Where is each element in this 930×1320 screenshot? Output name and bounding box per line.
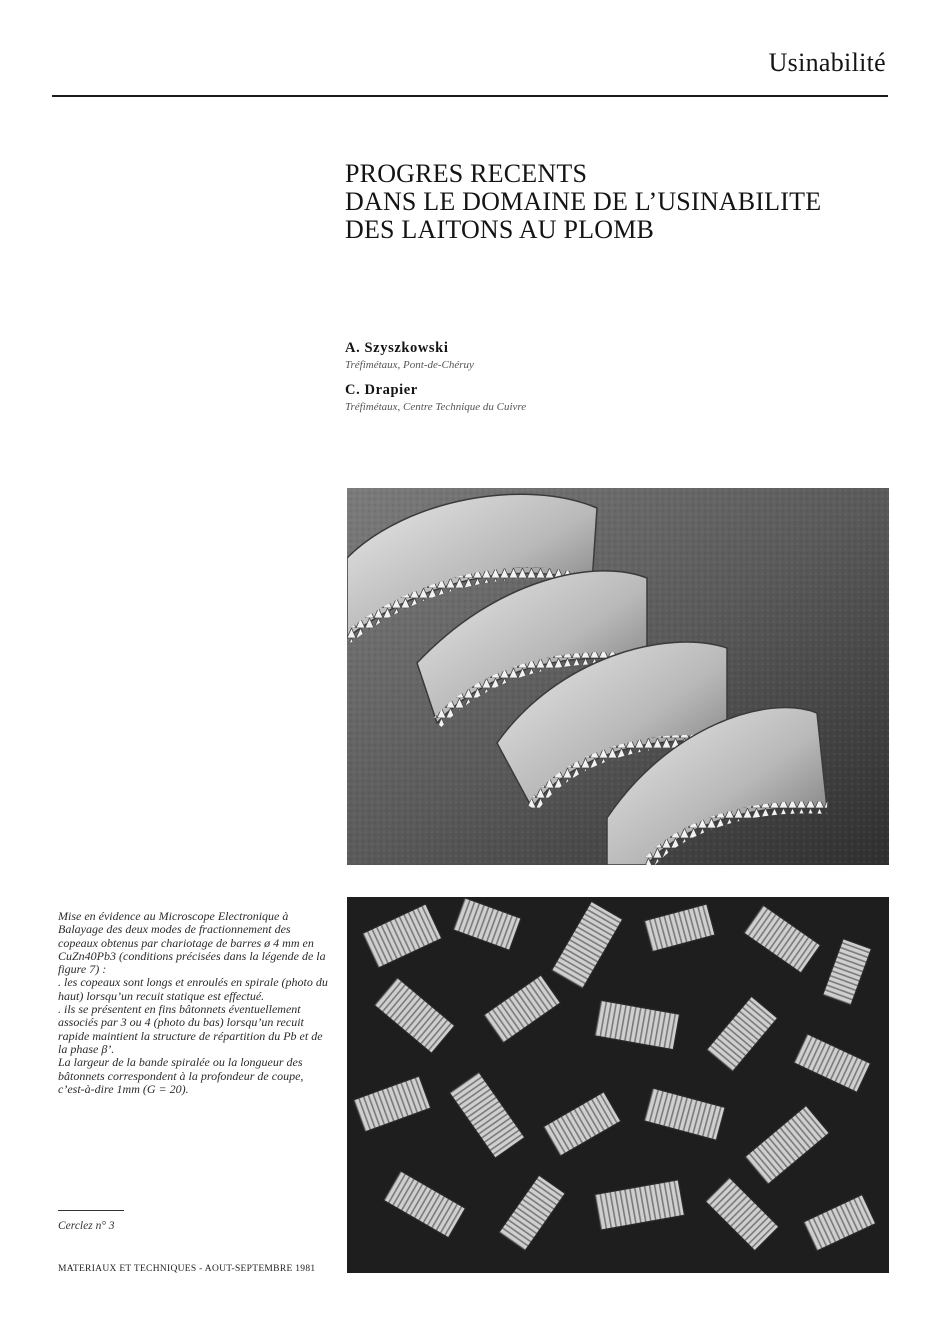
article-title bbox=[345, 160, 905, 244]
author-list bbox=[345, 340, 885, 413]
author-block bbox=[345, 340, 885, 371]
sem-photo-spiral-chips bbox=[347, 488, 889, 865]
title-line-2: DANS LE DOMAINE DE L’USINABILITE bbox=[345, 187, 822, 216]
caption-paragraph: La largeur de la bande spiralée ou la longueur des bâtonnets correspondent à la profondeur de coupe, c’est-à-dire 1mm (G = 20). bbox=[58, 1055, 304, 1096]
figure-caption bbox=[58, 910, 331, 1096]
header-divider bbox=[52, 95, 888, 97]
title-line-1: PROGRES RECENTS bbox=[345, 159, 588, 188]
author-affiliation: Tréfimétaux, Centre Technique du Cuivre bbox=[345, 401, 527, 413]
author-block bbox=[345, 382, 885, 413]
caption-divider bbox=[58, 1210, 124, 1211]
section-label: Usinabilité bbox=[768, 48, 886, 77]
caption-paragraph: . les copeaux sont longs et enroulés en spirale (photo du haut) lorsqu’un recuit statique est effectué. bbox=[58, 975, 328, 1003]
sem-photo-fragmented-chips bbox=[347, 897, 889, 1273]
caption-paragraph: Mise en évidence au Microscope Electronique à Balayage des deux modes de fractionnement des copeaux obtenus par chariotage de barres ø 4 mm en CuZn40Pb3 (conditions précisées dans la légende de la figure 7) : bbox=[58, 909, 326, 977]
reader-service-note: Cerclez n° 3 bbox=[58, 1220, 115, 1232]
caption-paragraph: . ils se présentent en fins bâtonnets éventuellement associés par 3 ou 4 (photo du bas) lorsqu’un recuit rapide maintient la structure de répartition du Pb et de la phase β’. bbox=[58, 1002, 323, 1056]
author-name: A. Szyszkowski bbox=[345, 340, 449, 356]
title-line-3: DES LAITONS AU PLOMB bbox=[345, 215, 655, 244]
author-affiliation: Tréfimétaux, Pont-de-Chéruy bbox=[345, 359, 474, 371]
journal-footer: MATERIAUX ET TECHNIQUES - AOUT-SEPTEMBRE 1981 bbox=[58, 1264, 316, 1274]
author-name: C. Drapier bbox=[345, 382, 418, 398]
